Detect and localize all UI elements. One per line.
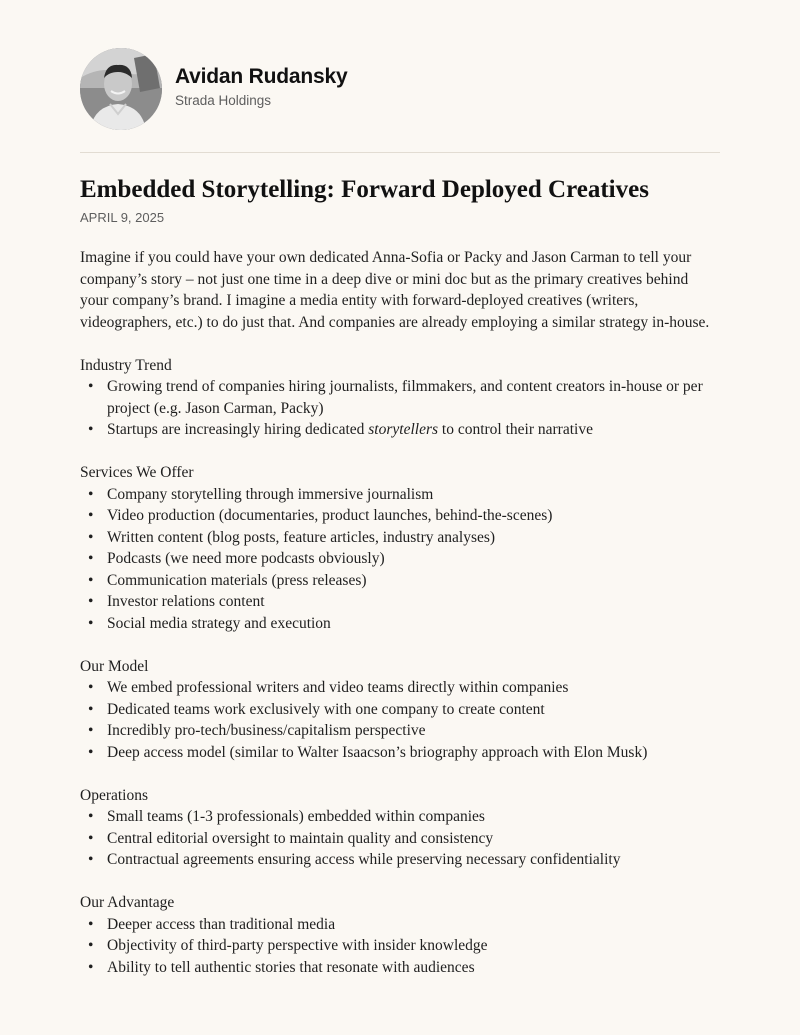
list-item-text: Social media strategy and execution: [107, 614, 331, 632]
post-body: [80, 247, 720, 1000]
list-item: [80, 613, 720, 635]
bullet-list: [80, 376, 720, 441]
list-item: [80, 806, 720, 828]
list-item: [80, 914, 720, 936]
section-operations: [80, 785, 720, 871]
section-heading: Our Model: [80, 657, 149, 675]
list-item-text: Objectivity of third-party perspective with insider knowledge: [107, 937, 488, 954]
list-item-text: Deeper access than traditional media: [107, 915, 336, 933]
section-industry-trend: [80, 355, 720, 441]
list-item: [80, 849, 720, 871]
section-services-we-offer: [80, 462, 720, 634]
bullet-list: [80, 677, 720, 763]
avatar[interactable]: [80, 48, 162, 130]
section-heading: Industry Trend: [80, 356, 172, 374]
list-item-text: Startups are increasingly hiring dedicated: [107, 421, 369, 438]
list-item-text: Growing trend of companies hiring journalists, filmmakers, and content creators in-house or per project (e.g. Jason Carman, Packy): [107, 378, 703, 417]
list-item: [80, 527, 720, 549]
list-item: [80, 548, 720, 570]
list-item: [80, 505, 720, 527]
list-item-text: Deep access model (similar to Walter Isaacson’s briography approach with Elon Musk): [107, 743, 648, 761]
list-item-text: Dedicated teams work exclusively with one company to create content: [107, 700, 545, 718]
list-item-text: Central editorial oversight to maintain quality and consistency: [107, 829, 494, 847]
section-our-advantage: [80, 892, 720, 978]
author-company: Strada Holdings: [175, 93, 272, 108]
list-item: [80, 677, 720, 699]
section-our-model: [80, 656, 720, 764]
list-item-text: Communication materials (press releases): [107, 571, 367, 589]
list-item-text: Incredibly pro-tech/business/capitalism perspective: [107, 722, 426, 739]
profile-photo-icon: [80, 48, 162, 130]
author-header: [80, 48, 720, 130]
list-item: [80, 699, 720, 721]
list-item: [80, 828, 720, 850]
list-item: [80, 419, 720, 441]
section-heading: Operations: [80, 786, 149, 804]
list-item-text: Investor relations content: [107, 593, 265, 610]
list-item-text: We embed professional writers and video teams directly within companies: [107, 679, 569, 696]
list-item-text: to control their narrative: [438, 421, 593, 438]
list-item: [80, 591, 720, 613]
section-heading: Our Advantage: [80, 894, 175, 911]
bullet-list: [80, 914, 720, 979]
list-item: [80, 484, 720, 506]
list-item: [80, 935, 720, 957]
list-item: [80, 376, 720, 419]
author-name[interactable]: Avidan Rudansky: [175, 65, 348, 88]
list-item-text: Contractual agreements ensuring access while preserving necessary confidentiality: [107, 851, 621, 868]
list-item: [80, 570, 720, 592]
list-item: [80, 720, 720, 742]
post-title: Embedded Storytelling: Forward Deployed Creatives: [80, 176, 649, 203]
list-item-text: Written content (blog posts, feature articles, industry analyses): [107, 528, 496, 546]
list-item-text: Video production (documentaries, product launches, behind-the-scenes): [107, 507, 553, 524]
list-item-emphasis: storytellers: [368, 421, 439, 438]
list-item: [80, 957, 720, 979]
bullet-list: [80, 806, 720, 871]
list-item-text: Ability to tell authentic stories that resonate with audiences: [107, 958, 475, 976]
list-item-text: Company storytelling through immersive journalism: [107, 485, 434, 503]
intro-paragraph: Imagine if you could have your own dedicated Anna-Sofia or Packy and Jason Carman to tell your company’s story – not just one time in a deep dive or mini doc but as the primary creatives behind your company’s brand. I imagine a media entity with forward-deployed creatives (writers, videographers, etc.) to do just that. And companies are already employing a similar strategy in-house.: [80, 249, 710, 331]
list-item-text: Podcasts (we need more podcasts obviously): [107, 550, 385, 567]
section-heading: Services We Offer: [80, 464, 194, 481]
list-item-text: Small teams (1-3 professionals) embedded within companies: [107, 808, 485, 825]
sections-container: [80, 355, 720, 979]
post-date: APRIL 9, 2025: [80, 210, 165, 225]
header-divider: [80, 152, 720, 153]
bullet-list: [80, 484, 720, 635]
list-item: [80, 742, 720, 764]
